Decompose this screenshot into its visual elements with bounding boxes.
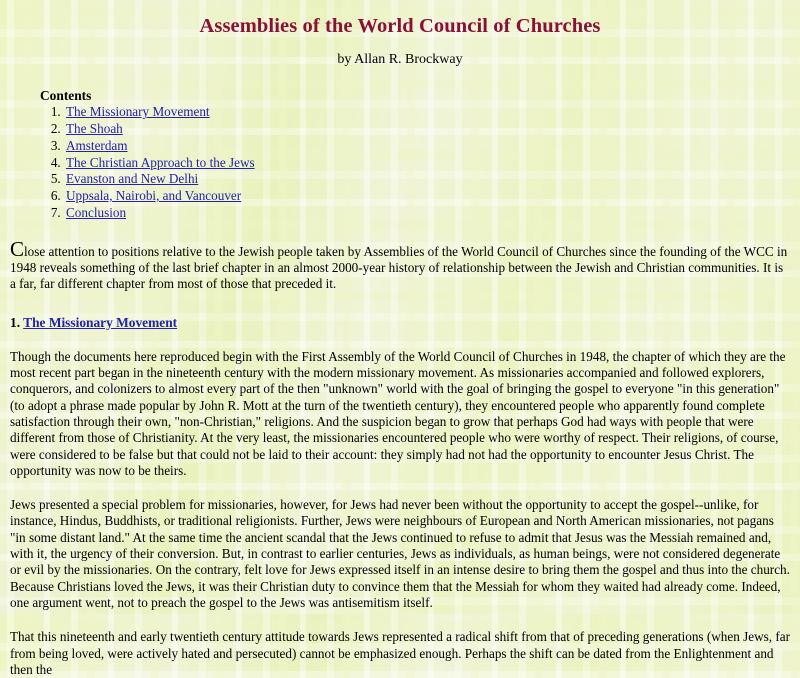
toc-link-conclusion[interactable]: Conclusion [66, 205, 127, 221]
list-item [64, 138, 790, 155]
section-paragraph-3: That this nineteenth and early twentieth century attitude towards Jews represented a radical shift from that of preceding generations (when Jews, far from being loved, were actively hated and persecuted) cannot be emphasized enough. Perhaps the shift can be dated from the Enlightenment and then the [10, 629, 790, 677]
lead-paragraph-text: lose attention to positions relative to the Jewish people taken by Assemblies of the World Council of Churches since the founding of the WCC in 1948 reveals something of the last brief chapter in an almost 2000-year history of relationship between the Jewish and Christian communities. It is a far, far different chapter from most of those that preceded it. [10, 243, 788, 292]
author-byline: by Allan R. Brockway [337, 52, 463, 67]
section-number: 1. [10, 314, 21, 330]
list-item [64, 121, 790, 138]
list-item [64, 104, 790, 121]
page-title: Assemblies of the World Council of Churches [199, 15, 601, 37]
toc-link-amsterdam[interactable]: Amsterdam [66, 137, 128, 153]
toc-link-uppsala-nairobi-vancouver[interactable]: Uppsala, Nairobi, and Vancouver [66, 188, 242, 204]
lead-paragraph [10, 236, 790, 293]
toc-list [40, 104, 790, 221]
toc-link-evanston-and-new-delhi[interactable]: Evanston and New Delhi [66, 171, 199, 187]
toc-link-christian-approach-to-the-jews[interactable]: The Christian Approach to the Jews [66, 154, 255, 170]
section-paragraph-1: Though the documents here reproduced begin with the First Assembly of the World Council of Churches in 1948, the chapter of which they are the most recent part began in the nineteenth century with the modern missionary movement. As missionaries accompanied and followed explorers, conquerors, and colonizers to almost every part of the then "unknown" world with the goal of bringing the gospel to everyone "in this generation" (to adopt a phrase made popular by John R. Mott at the turn of the twentieth century), they encountered people who apparently found complete satisfaction through their own, "non-Christian," religions. And the suspicion began to grow that perhaps God had ways with people that were different from those of Christianity. At the very least, the missionaries encountered people who were worthy of respect. Their religions, of course, were considered to be false but that could not be laid to their account: they simply had not had the opportunity to encounter Jesus Christ. The opportunity was now to be theirs. [10, 348, 786, 478]
table-of-contents [40, 88, 790, 222]
section-heading-link[interactable]: The Missionary Movement [23, 314, 178, 330]
toc-link-the-shoah[interactable]: The Shoah [66, 121, 123, 137]
list-item [64, 155, 790, 172]
list-item [64, 205, 790, 222]
section-paragraph-2: Jews presented a special problem for missionaries, however, for Jews had never been without the opportunity to accept the gospel--unlike, for instance, Hindus, Buddhists, or traditional religionists. Further, Jews were neighbours of European and North American missionaries, not pagans "in some distant land." At the same time the ancient scandal that the Jews continued to refuse to admit that Jesus was the Messiah remained and, with it, the urgency of their conversion. But, in contrast to earlier centuries, Jews as individuals, as human beings, were not considered degenerate or evil by the missionaries. On the contrary, felt love for Jews expressed itself in an intense desire to bring them the gospel and thus into the church. Because Christians loved the Jews, it was their Christian duty to convince them that the Messiah for whom they waited had already come. Indeed, one argument went, not to preach the gospel to the Jews was antisemitism itself. [10, 497, 790, 610]
list-item [64, 171, 790, 188]
document-page [0, 14, 800, 678]
section-heading-missionary-movement [10, 315, 790, 331]
list-item [64, 188, 790, 205]
drop-cap: C [10, 236, 25, 261]
contents-label: Contents [40, 88, 92, 104]
toc-link-missionary-movement[interactable]: The Missionary Movement [66, 104, 210, 120]
